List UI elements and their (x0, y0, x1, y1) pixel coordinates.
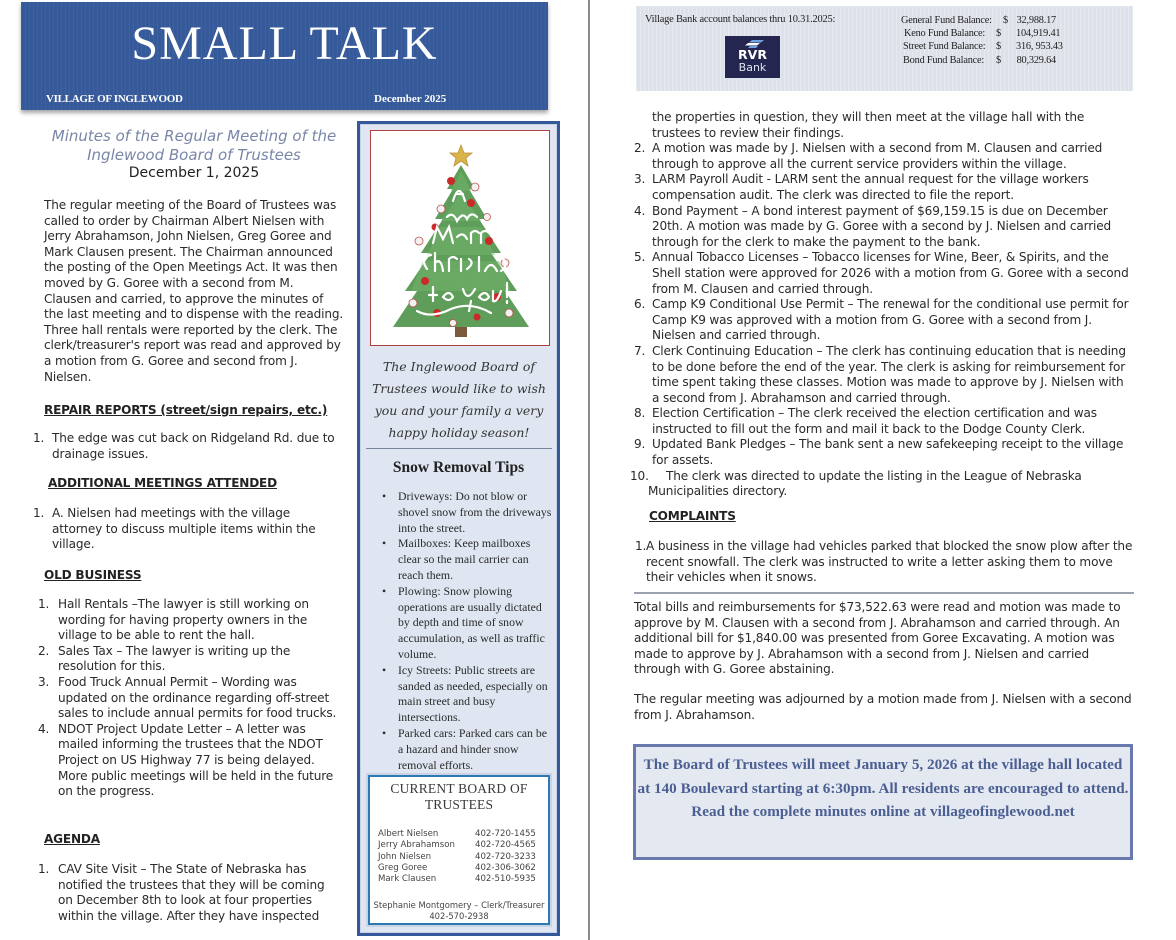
complaints-heading: COMPLAINTS (649, 509, 736, 523)
christmas-card-image (370, 130, 550, 346)
holiday-wish: The Inglewood Board of Trustees would like to wish you and your family a very happy holiday season! (366, 356, 552, 449)
agenda-heading: AGENDA (44, 832, 100, 846)
minutes-title-line1: Minutes of the Regular Meeting of the (51, 127, 337, 145)
old-business-heading: OLD BUSINESS (44, 568, 142, 582)
snow-tip: • Plowing: Snow plowing operations are usually dictated by depth and time of snow accumulation, as well as traffic volume. (382, 584, 554, 663)
board-members (378, 829, 548, 885)
next-meeting-box (633, 744, 1133, 860)
list-item: 10. The clerk was directed to update the listing in the League of Nebraska Municipalities directory. (630, 468, 1082, 499)
list-item: 6. Camp K9 Conditional Use Permit – The renewal for the conditional use permit for Camp K9 was approved with a motion from G. Goree with a second from J. Nielsen and carried through. (634, 297, 1129, 343)
rvr-bank-logo: RVR Bank (725, 36, 780, 78)
additional-meetings-heading: ADDITIONAL MEETINGS ATTENDED (48, 476, 277, 490)
repair-reports-list (33, 431, 343, 462)
old-business-list (38, 597, 338, 800)
snow-tip: • Parked cars: Parked cars can be a hazard and hinder snow removal efforts. (382, 726, 554, 773)
agenda-list-part1 (38, 862, 338, 924)
clerk-phone: 402-570-2938 (429, 910, 489, 921)
newsletter-title: SMALL TALK (131, 17, 438, 70)
bank-balances-box: Village Bank account balances thru 10.31.2025: RVR Bank General Fund Balance: $ 32,988.17 Keno Fund Balance: $ 104,919.41 Street Fund Balance: $ 316, 953.43 Bond Fund Balance: $ 80,329.64 (636, 6, 1133, 91)
board-member-row: John Nielsen 402-720-3233 (378, 851, 536, 862)
complaints-list (635, 539, 1135, 586)
meeting-date: December 1, 2025 (128, 165, 260, 181)
list-item: 1. Hall Rentals –The lawyer is still working on wording for having property owners in the village to be able to rent the hall. (38, 597, 309, 643)
list-item: 1. CAV Site Visit – The State of Nebraska has notified the trustees that they will be coming on December 8th to look at four properties within the village. After they have inspected (38, 862, 325, 923)
board-of-trustees-box (368, 775, 550, 925)
sidebar (357, 121, 560, 936)
repair-reports-heading: REPAIR REPORTS (street/sign repairs, etc.) (44, 403, 328, 417)
minutes-heading (38, 127, 350, 182)
list-item: 3. Food Truck Annual Permit – Wording was updated on the ordinance regarding off-street sales to include annual permits for food trucks. (38, 674, 337, 721)
agenda-list-part2 (630, 110, 1134, 500)
list-item: 1. A. Nielsen had meetings with the village attorney to discuss multiple items within the village. (33, 506, 316, 552)
masthead (21, 2, 548, 110)
snow-tip: • Driveways: Do not blow or shovel snow from the driveways into the street. (382, 489, 554, 536)
board-member-row: Mark Clausen 402-510-5935 (378, 874, 536, 885)
page-divider (588, 0, 590, 940)
snow-tip: • Icy Streets: Public streets are sanded as needed, especially on main street and busy intersections. (382, 663, 554, 726)
list-item: 4. NDOT Project Update Letter – A letter was mailed informing the trustees that the NDOT Project on US Highway 77 is being delayed. More public meetings will be held in the future on the progress. (38, 721, 334, 799)
clerk-name: Stephanie Montgomery – Clerk/Treasurer (373, 900, 545, 910)
next-meeting-text: The Board of Trustees will meet January 5, 2026 at the village hall located at 140 Boulevard starting at 6:30pm. All residents are encouraged to attend. Read the complete minutes online at villageofinglewood.net (637, 756, 1129, 820)
snow-tips-title: Snow Removal Tips (392, 459, 525, 476)
board-member-row: Greg Goree 402-306-3062 (378, 862, 536, 873)
christmas-tree-icon (371, 131, 551, 347)
list-item: 8. Election Certification – The clerk received the election certification and was instructed to fill out the form and mail it back to the Dodge County Clerk. (634, 406, 1097, 436)
adjournment-paragraph: The regular meeting was adjourned by a motion made from J. Nielsen with a second from J. Abrahamson. (634, 692, 1132, 722)
section-divider (634, 592, 1134, 594)
list-item: 1. A business in the village had vehicles parked that blocked the snow plow after the recent snowfall. The clerk was instructed to write a letter asking them to move their vehicles when it snows. (635, 539, 1133, 585)
list-item: 2. Sales Tax – The lawyer is writing up the resolution for this. (38, 643, 291, 674)
list-item: 9. Updated Bank Pledges – The bank sent a new safekeeping receipt to the village for assets. (634, 437, 1124, 468)
minutes-intro: The regular meeting of the Board of Trustees was called to order by Chairman Albert Nielsen with Jerry Abrahamson, John Nielsen, Greg Goree and Mark Clausen present. The Chairman announced the posting of the Open Meetings Act. It was then moved by G. Goree with a second from M. Clausen and carried, to approve the minutes of the last meeting and to dispense with the reading. Three hall rentals were reported by the clerk. The clerk/treasurer's report was read and approved by a motion from G. Goree and second from J. Nielsen. (44, 198, 344, 384)
snow-tip: • Mailboxes: Keep mailboxes clear so the mail carrier can reach them. (382, 536, 554, 583)
snow-tips-list (382, 489, 554, 773)
board-member-row: Albert Nielsen 402-720-1455 (378, 829, 536, 839)
agenda-items (630, 141, 1134, 500)
list-item: 3. LARM Payroll Audit - LARM sent the annual request for the village workers compensation audit. The clerk was directed to file the report. (634, 172, 1089, 202)
clerk-info (370, 900, 548, 921)
board-member-row: Jerry Abrahamson 402-720-4565 (378, 840, 536, 851)
village-name: VILLAGE OF INGLEWOOD (46, 93, 183, 105)
issue-date: December 2025 (374, 93, 447, 105)
list-item: 4. Bond Payment – A bond interest payment of $69,159.15 is due on December 20th. A motion was made by G. Goree with a second by J. Nielsen and carried through for the clerk to make the payment to the bank. (634, 203, 1112, 249)
list-item: 1. The edge was cut back on Ridgeland Rd. due to drainage issues. (33, 431, 335, 461)
list-item: 2. A motion was made by J. Nielsen with a second from M. Clausen and carried through to approve all the current service providers within the village. (634, 141, 1103, 171)
additional-meetings-list (33, 506, 333, 553)
minutes-title-line2: Inglewood Board of Trustees (87, 146, 301, 164)
board-title: CURRENT BOARD OF TRUSTEES (390, 781, 528, 812)
bills-paragraph: Total bills and reimbursements for $73,522.63 were read and motion was made to approve by M. Clausen with a second from J. Abrahamson and carried through. An additional bill for $1,840.00 was presented from Goree Excavating. A motion was made to approve by J. Abrahamson with a second from J. Nielsen and carried through with G. Goree abstaining. (634, 600, 1121, 677)
list-item: 7. Clerk Continuing Education – The clerk has continuing education that is needing to be done before the end of the year. The clerk is asking for reimbursement for time spent taking these classes. Motion was made to approve by J. Nielsen with a second from J. Abrahamson and carried through. (634, 343, 1126, 405)
list-item: 5. Annual Tobacco Licenses – Tobacco licenses for Wine, Beer, & Spirits, and the Shell station were approved for 2026 with a motion from G. Goree with a second from M. Clausen and carried through. (634, 250, 1129, 296)
bank-balances-label: Village Bank account balances thru 10.31.2025: (645, 14, 836, 25)
agenda-item1-continued: the properties in question, they will then meet at the village hall with the trustees to review their findings. (652, 110, 1085, 140)
